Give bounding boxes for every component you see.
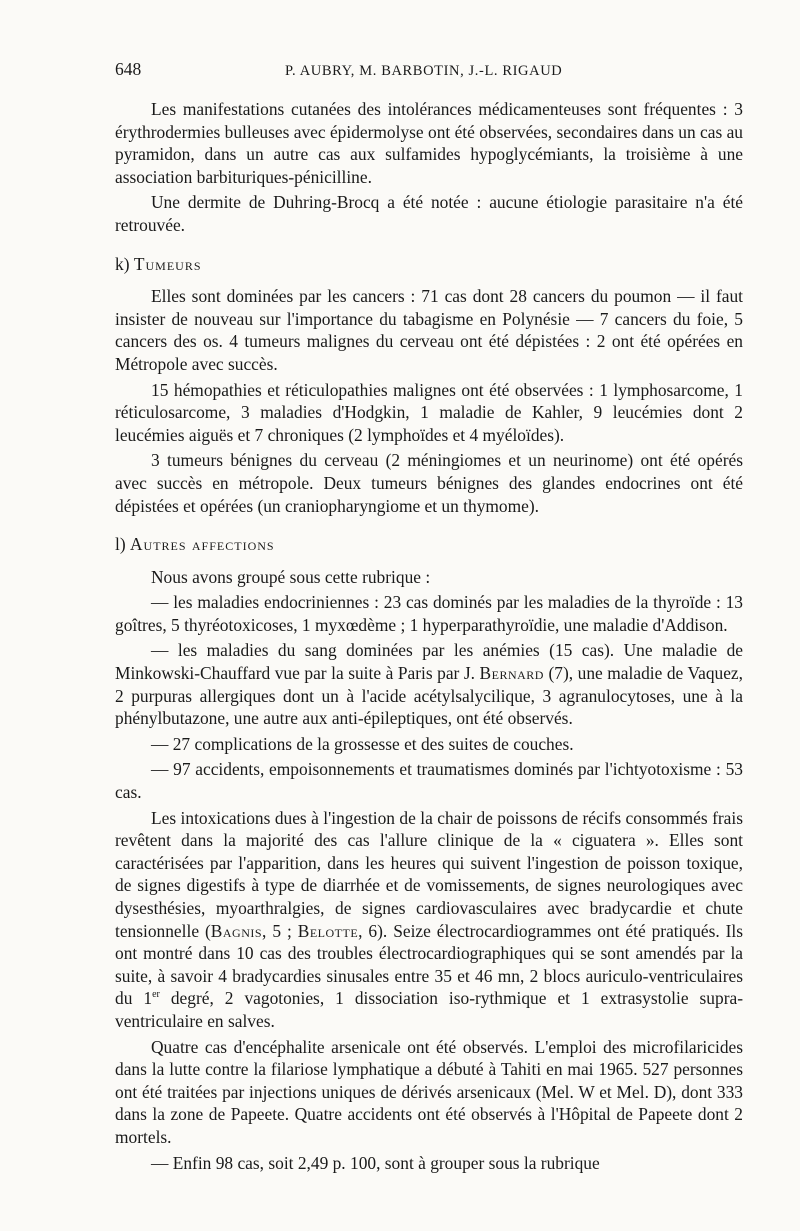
text-run: degré, 2 vagotonies, 1 dissociation iso-rythmique et 1 extrasystolie supra-ventriculaire en salves.	[115, 988, 743, 1031]
page-body	[115, 58, 743, 1177]
author-citation: Bernard	[479, 663, 544, 684]
superscript: er	[152, 989, 160, 1001]
paragraph: Elles sont dominées par les cancers : 71 cas dont 28 cancers du poumon — il faut insister de nouveau sur l'importance du tabagisme en Polynésie — 7 cancers du foie, 5 cancers des os. 4 tumeurs malignes du cerveau ont été dépistées : 2 ont été opérées en Métropole avec succès.	[115, 286, 743, 374]
text-run: (7), une maladie de Vaquez, 2 purpuras allergiques dont un à l'acide acétylsalycilique, 3 agranulocytoses, une à la phénylbutazone, une autre aux anti-épileptiques, ont été observés.	[115, 663, 744, 729]
text-run: , 6). Seize électrocardiogrammes ont été pratiqués. Ils ont montré dans 10 cas des troubles électrocardiographiques qui se sont amendés par la suite, à savoir 4 bradycardies sinusales entre 35 et 46 mn, 2 blocs auriculo-ventriculaires du 1	[115, 920, 744, 1009]
paragraph: Une dermite de Duhring-Brocq a été notée : aucune étiologie parasitaire n'a été retrouvée.	[115, 192, 743, 235]
page-number: 648	[115, 59, 142, 79]
paragraph	[115, 807, 743, 1033]
paragraph: — 27 complications de la grossesse et des suites de couches.	[151, 733, 574, 754]
section-title: Autres affections	[129, 534, 275, 555]
paragraph	[115, 639, 743, 729]
section-title: Tumeurs	[133, 253, 202, 274]
text-run: Les intoxications dues à l'ingestion de la chair de poissons de récifs consommés frais revêtent dans la majorité des cas l'allure clinique de la « ciguatera ». Elles sont caractérisées par l'apparition, dans les heures qui suivent l'ingestion de poisson toxique, de signes digestifs à type de diarrhée et de vomissements, de signes neurologiques avec dysesthésies, myoarthralgies, de signes cardiovasculaires avec bradycardie et chute tensionnelle (	[115, 807, 743, 941]
paragraph: — 97 accidents, empoisonnements et traumatismes dominés par l'ichtyotoxisme : 53 cas.	[115, 759, 743, 803]
author-citation: Belotte	[297, 920, 359, 941]
running-head-authors: P. AUBRY, M. BARBOTIN, J.-L. RIGAUD	[285, 63, 563, 79]
paragraph: Nous avons groupé sous cette rubrique :	[151, 566, 431, 587]
paragraph: Les manifestations cutanées des intolérances médicamenteuses sont fréquentes : 3 érythrodermies bulleuses avec épidermolyse ont été observées, secondaires dans un cas au pyramidon, dans un autre cas aux sulfamides hypoglycémiants, la troisième à une association barbituriques-pénicilline.	[115, 99, 743, 187]
paragraph: Quatre cas d'encéphalite arsenicale ont été observés. L'emploi des microfilaricides dans la lutte contre la filariose lymphatique a débuté à Tahiti en mai 1965. 527 personnes ont été traitées par injections uniques de dérivés arsenicaux (Mel. W et Mel. D), dont 333 dans la zone de Papeete. Quatre accidents ont été observés à l'Hôpital de Papeete dont 2 mortels.	[115, 1036, 743, 1147]
section-label: k)	[115, 253, 130, 274]
section-heading-l	[115, 533, 743, 556]
author-citation: Bagnis	[210, 920, 263, 941]
paragraph: — Enfin 98 cas, soit 2,49 p. 100, sont à grouper sous la rubrique	[151, 1152, 600, 1173]
running-header	[115, 58, 743, 82]
paragraph: 3 tumeurs bénignes du cerveau (2 méningiomes et un neurinome) ont été opérés avec succès en métropole. Deux tumeurs bénignes des glandes endocrines ont été dépistées et opérées (un craniopharyngiome et un thymome).	[115, 450, 743, 516]
paragraph: — les maladies endocriniennes : 23 cas dominés par les maladies de la thyroïde : 13 goîtres, 5 thyréotoxicoses, 1 myxœdème ; 1 hyperparathyroïdie, une maladie d'Addison.	[115, 592, 743, 635]
text-run: , 5 ;	[262, 920, 298, 941]
text-run: — les maladies du sang dominées par les anémies (15 cas). Une maladie de Minkowski-Chauffard vue par la suite à Paris par J.	[115, 640, 743, 684]
paragraph: 15 hémopathies et réticulopathies malignes ont été observées : 1 lymphosarcome, 1 réticulosarcome, 3 maladies d'Hodgkin, 1 maladie de Kahler, 9 leucémies dont 2 leucémies aiguës et 7 chroniques (2 lymphoïdes et 4 myéloïdes).	[115, 379, 743, 445]
section-label: l)	[115, 534, 126, 555]
section-heading-k	[115, 253, 743, 276]
